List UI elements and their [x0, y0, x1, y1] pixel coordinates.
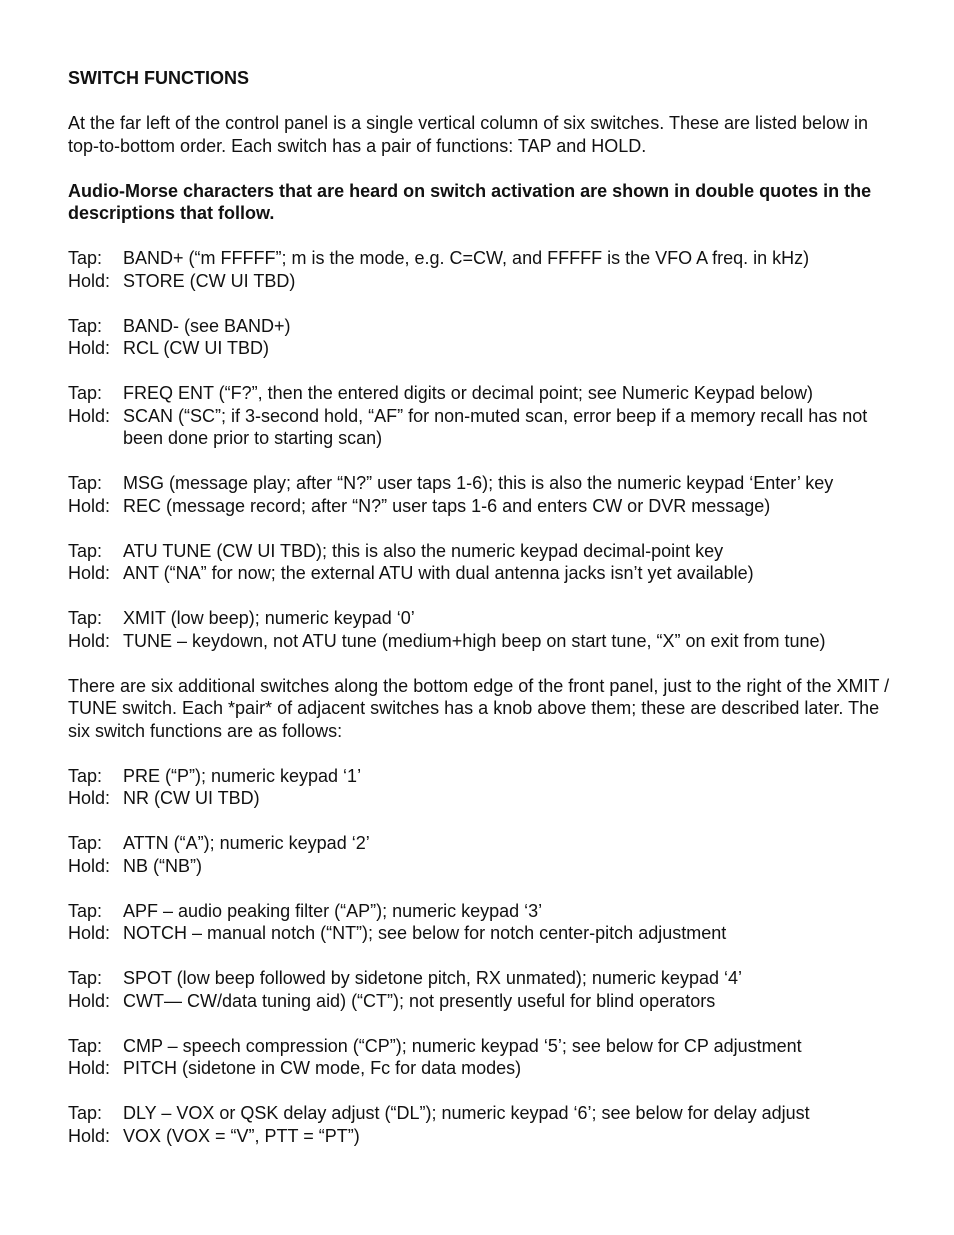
hold-function: REC (message record; after “N?” user taps 1-6 and enters CW or DVR message) — [123, 495, 771, 516]
tap-label: Tap: — [68, 968, 103, 988]
tap-function: DLY – VOX or QSK delay adjust (“DL”); numeric keypad ‘6’; see below for delay adjust — [123, 1103, 810, 1123]
hold-label: Hold: — [68, 990, 111, 1011]
tap-function: ATU TUNE (CW UI TBD); this is also the numeric keypad decimal-point key — [123, 540, 724, 561]
switch-entry — [68, 540, 898, 585]
tap-function: BAND- (see BAND+) — [123, 315, 291, 336]
tap-function: APF – audio peaking filter (“AP”); numeric keypad ‘3’ — [123, 900, 543, 921]
switch-entry — [68, 967, 898, 1012]
hold-label: Hold: — [68, 630, 111, 651]
hold-function: SCAN (“SC”; if 3-second hold, “AF” for non-muted scan, error beep if a memory recall has not been done prior to starting scan) — [123, 405, 868, 448]
tap-function: BAND+ (“m FFFFF”; m is the mode, e.g. C=CW, and FFFFF is the VFO A freq. in kHz) — [123, 248, 810, 268]
switch-entry — [68, 247, 898, 292]
switch-entry — [68, 607, 898, 652]
tap-label: Tap: — [68, 765, 103, 786]
switch-entry — [68, 900, 898, 945]
hold-function: TUNE – keydown, not ATU tune (medium+high beep on start tune, “X” on exit from tune) — [123, 630, 826, 651]
intro-paragraph: At the far left of the control panel is a single vertical column of six switches. These are listed below in top-to-bottom order. Each switch has a pair of functions: TAP and HOLD. — [68, 113, 869, 156]
hold-label: Hold: — [68, 405, 111, 426]
hold-function: VOX (VOX = “V”, PTT = “PT”) — [123, 1125, 360, 1146]
tap-label: Tap: — [68, 608, 103, 628]
switch-entry — [68, 832, 898, 877]
document-page — [68, 67, 898, 1170]
bottom-intro-paragraph: There are six additional switches along the bottom edge of the front panel, just to the right of the XMIT / TUNE switch. Each *pair* of adjacent switches has a knob above them; these are described later. The six switch functions are as follows: — [68, 675, 890, 741]
tap-function: ATTN (“A”); numeric keypad ‘2’ — [123, 833, 370, 853]
hold-label: Hold: — [68, 270, 111, 291]
hold-label: Hold: — [68, 1125, 111, 1146]
switch-entry — [68, 315, 898, 360]
hold-function: NR (CW UI TBD) — [123, 788, 260, 808]
tap-function: SPOT (low beep followed by sidetone pitch, RX unmated); numeric keypad ‘4’ — [123, 968, 742, 988]
hold-function: NB (“NB”) — [123, 855, 202, 876]
tap-label: Tap: — [68, 540, 103, 561]
hold-label: Hold: — [68, 1058, 111, 1078]
tap-label: Tap: — [68, 248, 103, 268]
hold-function: PITCH (sidetone in CW mode, Fc for data modes) — [123, 1058, 522, 1078]
tap-function: CMP – speech compression (“CP”); numeric keypad ‘5’; see below for CP adjustment — [123, 1035, 802, 1056]
tap-function: PRE (“P”); numeric keypad ‘1’ — [123, 765, 362, 786]
tap-label: Tap: — [68, 1035, 103, 1056]
tap-label: Tap: — [68, 473, 103, 493]
tap-label: Tap: — [68, 900, 103, 921]
hold-label: Hold: — [68, 855, 111, 876]
hold-label: Hold: — [68, 788, 111, 808]
switch-entry — [68, 765, 898, 810]
hold-label: Hold: — [68, 338, 111, 358]
switch-entry — [68, 472, 898, 517]
hold-label: Hold: — [68, 563, 111, 583]
tap-label: Tap: — [68, 1103, 103, 1123]
switch-entry — [68, 1102, 898, 1147]
note-paragraph: Audio-Morse characters that are heard on switch activation are shown in double quotes in the descriptions that follow. — [68, 180, 872, 223]
tap-function: FREQ ENT (“F?”, then the entered digits or decimal point; see Numeric Keypad below) — [123, 383, 813, 403]
switch-entry — [68, 1035, 898, 1080]
hold-function: NOTCH – manual notch (“NT”); see below for notch center-pitch adjustment — [123, 923, 727, 943]
bottom-switch-list — [68, 765, 898, 1148]
switch-entry — [68, 382, 898, 450]
hold-label: Hold: — [68, 495, 111, 516]
section-heading: SWITCH FUNCTIONS — [68, 68, 249, 88]
tap-function: MSG (message play; after “N?” user taps 1-6); this is also the numeric keypad ‘Enter’ key — [123, 473, 834, 493]
hold-function: STORE (CW UI TBD) — [123, 270, 296, 291]
tap-label: Tap: — [68, 833, 103, 853]
tap-function: XMIT (low beep); numeric keypad ‘0’ — [123, 608, 415, 628]
tap-label: Tap: — [68, 315, 103, 336]
left-switch-list — [68, 247, 898, 652]
hold-label: Hold: — [68, 923, 111, 943]
hold-function: CWT— CW/data tuning aid) (“CT”); not presently useful for blind operators — [123, 990, 716, 1011]
hold-function: RCL (CW UI TBD) — [123, 338, 269, 358]
tap-label: Tap: — [68, 383, 103, 403]
hold-function: ANT (“NA” for now; the external ATU with dual antenna jacks isn’t yet available) — [123, 563, 754, 583]
